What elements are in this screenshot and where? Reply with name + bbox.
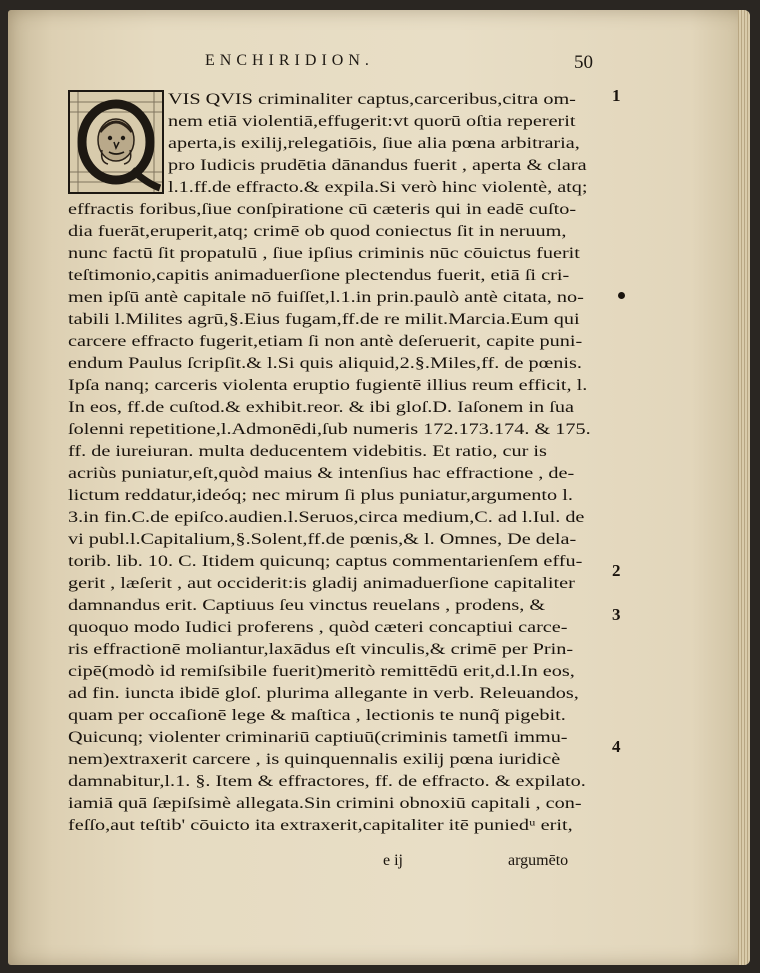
text-line: feſſo,aut teſtib' cōuicto ita extraxerit,capitaliter itē puniedᵘ erit, xyxy=(68,816,573,834)
text-line: ff. de iureiuran. multa deducentem videbitis. Et ratio, cur is xyxy=(68,442,547,460)
folio-number: 50 xyxy=(574,52,593,73)
page-edge xyxy=(738,10,750,965)
margin-number: 2 xyxy=(612,561,621,580)
book-page xyxy=(8,10,750,965)
text-line: nunc factū ſit propatulū , ſiue ipſius criminis nūc cōuictus fuerit xyxy=(68,244,580,262)
text-line: cipē(modò id remiſsibile fuerit)meritò remittēdū erit,d.l.In eos, xyxy=(68,662,575,680)
margin-number: 1 xyxy=(612,86,621,105)
text-line: ris effractionē moliantur,laxādus eſt vinculis,& crimē per Prin- xyxy=(68,640,574,658)
text-line: nem)extraxerit carcere , is quinquennalis exilij pœna iuridicè xyxy=(68,750,561,768)
text-line: aperta,is exilij,relegatiōis, ſiue alia pœna arbitraria, xyxy=(168,134,580,152)
text-line: acriùs puniatur,eſt,quòd maius & intenſius hac effractione , de- xyxy=(68,464,575,482)
text-line: torib. lib. 10. C. Itidem quicunq; captus commentarienſem effu- xyxy=(68,552,583,570)
text-line: l.1.ff.de effracto.& expila.Si verò hinc violentè, atq; xyxy=(168,178,588,196)
text-line: tabili l.Milites agrū,§.Eius fugam,ff.de re milit.Marcia.Eum qui xyxy=(68,310,580,328)
text-line: quam per occaſionē lege & maſtica , lectionis te nunq̃ pigebit. xyxy=(68,706,566,724)
text-line: teſtimonio,capitis animaduerſione plectendus fuerit, etiā ſi cri- xyxy=(68,266,570,284)
running-head-title: ENCHIRIDION. xyxy=(205,52,374,69)
text-line: lictum reddatur,ideóq; nec mirum ſi plus puniatur,argumento l. xyxy=(68,486,573,504)
text-line: endum Paulus ſcripſit.& l.Si quis aliquid,2.§.Miles,ff. de pœnis. xyxy=(68,354,582,372)
margin-dot-icon xyxy=(618,292,625,299)
catchword: argumēto xyxy=(508,852,569,869)
page-footer xyxy=(8,852,750,882)
text-line: ſolenni repetitione,l.Admonēdi,ſub numeris 172.173.174. & 175. xyxy=(68,420,591,438)
margin-number: 4 xyxy=(612,737,621,756)
running-head xyxy=(8,52,750,82)
text-line: quoquo modo Iudici proferens , quòd cæteri concaptiui carce- xyxy=(68,618,568,636)
text-line: damnabitur,l.1. §. Item & effractores, ff. de effracto. & expilato. xyxy=(68,772,586,790)
text-line: In eos, ff.de cuſtod.& exhibit.reor. & ibi gloſ.D. Iaſonem in ſua xyxy=(68,398,574,416)
body-text xyxy=(68,88,608,888)
margin-number: 3 xyxy=(612,605,621,624)
text-line: 3.in fin.C.de epiſco.audien.l.Seruos,circa medium,C. ad l.Iul. de xyxy=(68,508,585,526)
text-line: carcere effracto fugerit,etiam ſi non antè deſeruerit, capite puni- xyxy=(68,332,583,350)
text-line: Quicunq; violenter criminariū captiuū(criminis tametſi immu- xyxy=(68,728,568,746)
text-line: damnandus erit. Captiuus ſeu vinctus reuelans , prodens, & xyxy=(68,596,546,614)
signature-mark: e ij xyxy=(383,852,403,869)
text-line: Ipſa nanq; carceris violenta eruptio fugientē illius reum efficit, l. xyxy=(68,376,588,394)
text-line: men ipſū antè capitale nō fuiſſet,l.1.in prin.paulò antè citata, no- xyxy=(68,288,584,306)
text-line: iamiā quā ſæpiſsimè allegata.Sin crimini obnoxiū capitali , con- xyxy=(68,794,582,812)
text-line: gerit , læſerit , aut occiderit:is gladij animaduerſione capitaliter xyxy=(68,574,575,592)
text-line: nem etiā violentiā,effugerit:vt quorū oſtia repererit xyxy=(168,112,576,130)
text-line: VIS QVIS criminaliter captus,carceribus,citra om- xyxy=(168,90,576,108)
text-line: pro Iudicis prudētia dānandus fuerit , aperta & clara xyxy=(168,156,587,174)
text-line: vi publ.l.Capitalium,§.Solent,ff.de pœnis,& l. Omnes, De dela- xyxy=(68,530,577,548)
text-line: effractis foribus,ſiue conſpiratione cū cæteris qui in eadē cuſto- xyxy=(68,200,577,218)
text-line: dia fuerāt,eruperit,atq; crimē ob quod coniectus ſit in neruum, xyxy=(68,222,567,240)
text-line: ad fin. iuncta ibidē gloſ. plurima allegante in verb. Releuandos, xyxy=(68,684,579,702)
